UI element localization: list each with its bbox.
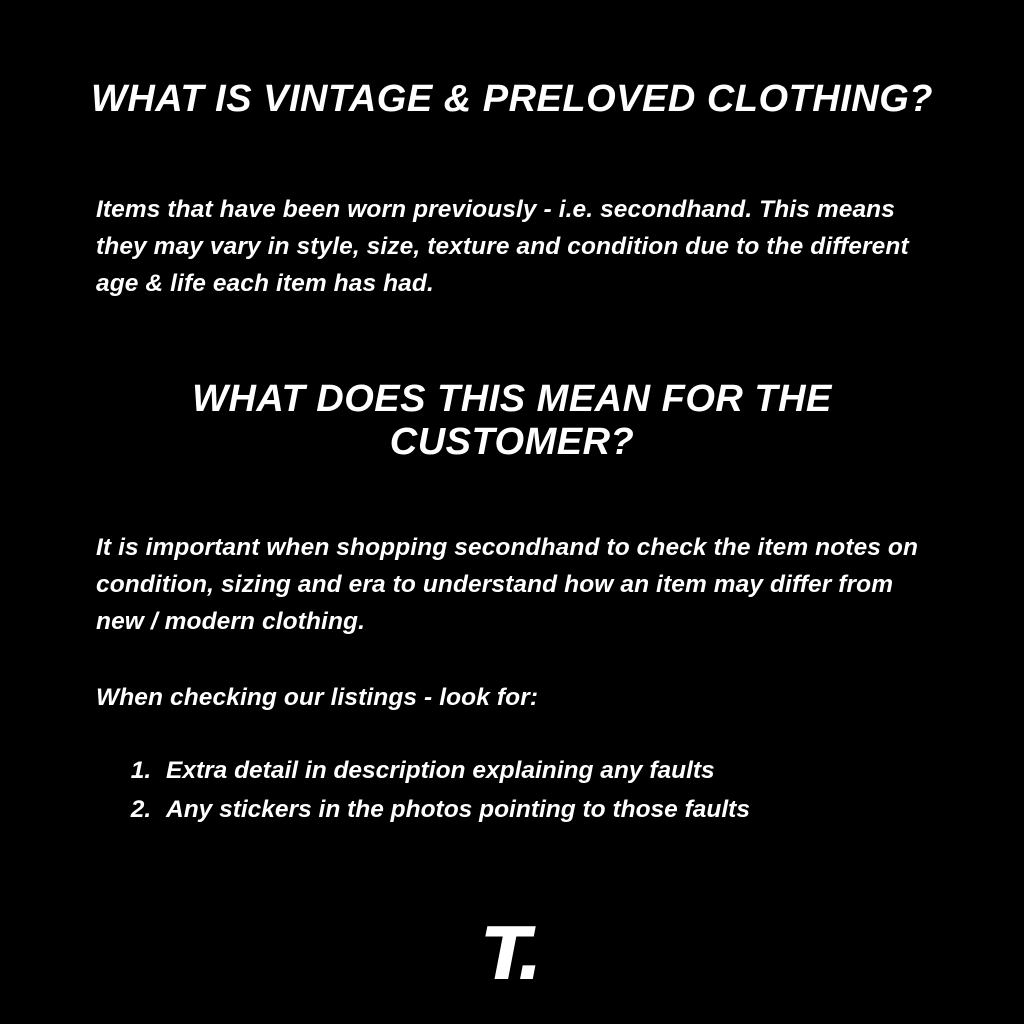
- heading-customer-meaning: WHAT DOES THIS MEAN FOR THE CUSTOMER?: [192, 378, 832, 463]
- paragraph-listings-prompt: When checking our listings - look for:: [96, 684, 539, 711]
- paragraph-shopping-advice: It is important when shopping secondhand to check the item notes on condition, sizing and era to understand how an item may differ from new / modern clothing.: [96, 534, 919, 635]
- heading-vintage-preloved: WHAT IS VINTAGE & PRELOVED CLOTHING?: [90, 78, 934, 120]
- paragraph-definition: Items that have been worn previously - i.e. secondhand. This means they may vary in style, size, texture and condition due to the different age & life each item has had.: [96, 196, 909, 297]
- list-item: 2. Any stickers in the photos pointing to those faults: [158, 791, 978, 830]
- brand-logo: [0, 912, 1024, 996]
- checklist: [118, 752, 978, 829]
- logo-mark-text: T.: [481, 912, 543, 996]
- list-item: 1. Extra detail in description explaining any faults: [158, 752, 978, 791]
